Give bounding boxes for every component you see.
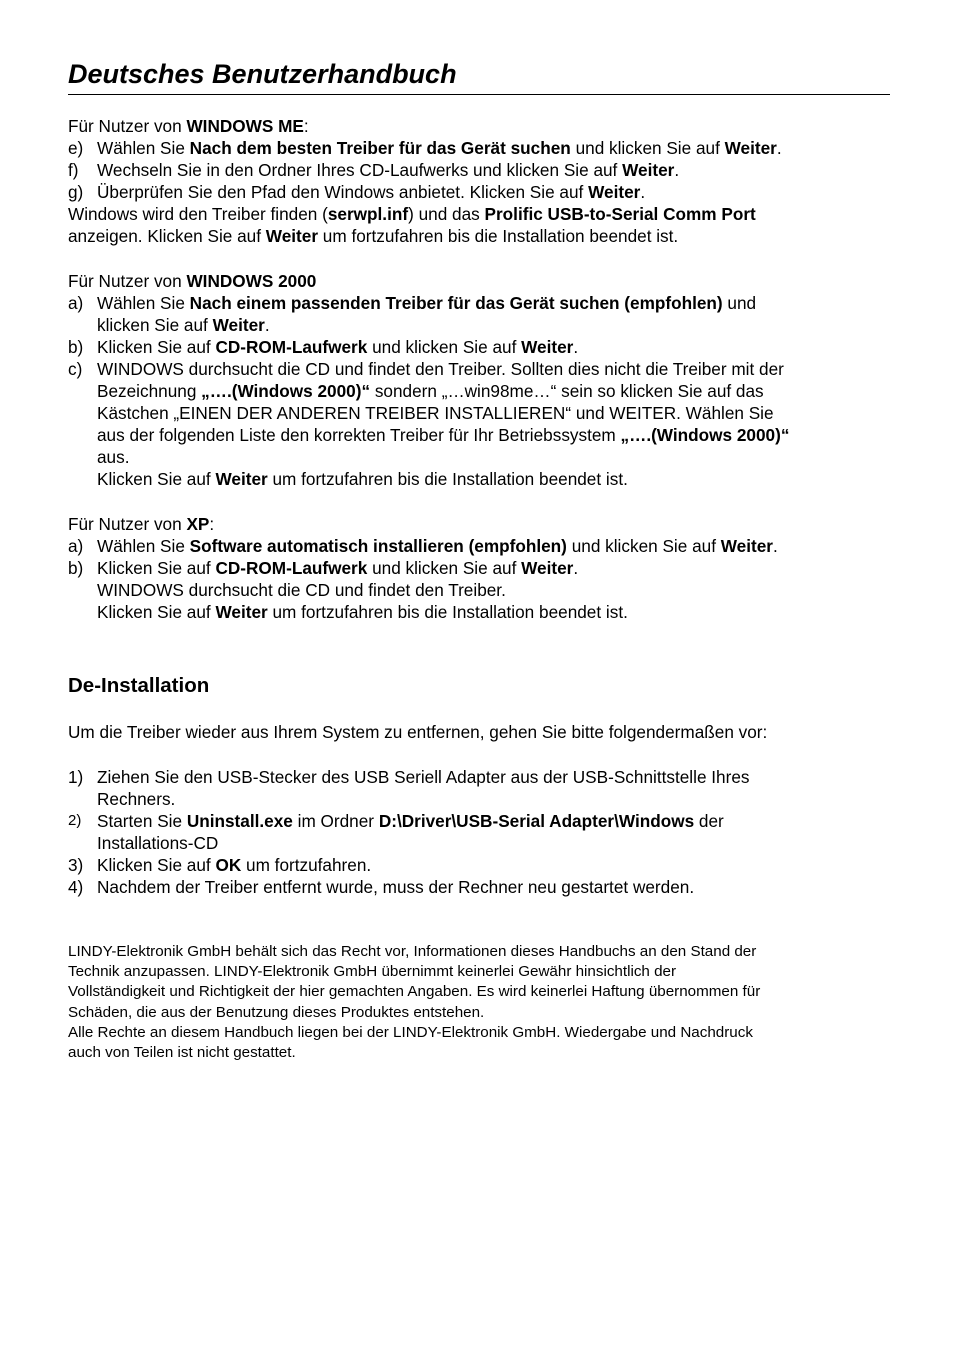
section-windows-me bbox=[68, 115, 890, 247]
xp-intro: Für Nutzer von XP: bbox=[68, 514, 215, 534]
w2000-step-c: c) WINDOWS durchsucht die CD und findet den Treiber. Sollten dies nicht die Treiber mit der bbox=[68, 359, 784, 379]
page-title: Deutsches Benutzerhandbuch bbox=[68, 56, 890, 95]
xp-step-b: b) Klicken Sie auf CD-ROM-Laufwerk und klicken Sie auf Weiter. bbox=[68, 558, 579, 578]
disclaimer-line: auch von Teilen ist nicht gestattet. bbox=[68, 1044, 296, 1062]
legal-disclaimer bbox=[68, 942, 890, 1063]
deinstallation-intro bbox=[68, 721, 890, 743]
deinstallation-intro-text: Um die Treiber wieder aus Ihrem System zu entfernen, gehen Sie bitte folgendermaßen vor: bbox=[68, 722, 768, 742]
me-result-line-2: anzeigen. Klicken Sie auf Weiter um fortzufahren bis die Installation beendet ist. bbox=[68, 226, 679, 246]
disclaimer-line: Schäden, die aus der Benutzung dieses Produktes entstehen. bbox=[68, 1003, 485, 1021]
w2000-step-c-line-4: aus der folgenden Liste den korrekten Treiber für Ihr Betriebssystem „….(Windows 2000)“ bbox=[97, 425, 790, 445]
w2000-step-b: b) Klicken Sie auf CD-ROM-Laufwerk und klicken Sie auf Weiter. bbox=[68, 337, 579, 357]
section-windows-2000 bbox=[68, 270, 890, 490]
w2000-step-c-line-5: aus. bbox=[97, 447, 130, 467]
xp-step-b-line-3: Klicken Sie auf Weiter um fortzufahren bis die Installation beendet ist. bbox=[97, 602, 628, 622]
w2000-step-c-line-3: Kästchen „EINEN DER ANDEREN TREIBER INSTALLIEREN“ und WEITER. Wählen Sie bbox=[97, 403, 774, 423]
me-step-f: f) Wechseln Sie in den Ordner Ihres CD-Laufwerks und klicken Sie auf Weiter. bbox=[68, 160, 680, 180]
section-windows-xp bbox=[68, 513, 890, 623]
w2000-step-c-line-2: Bezeichnung „….(Windows 2000)“ sondern „…win98me…“ sein so klicken Sie auf das bbox=[97, 381, 764, 401]
deinstallation-steps bbox=[68, 766, 890, 898]
xp-step-a: a) Wählen Sie Software automatisch installieren (empfohlen) und klicken Sie auf Weiter. bbox=[68, 536, 778, 556]
me-step-e: e) Wählen Sie Nach dem besten Treiber für das Gerät suchen und klicken Sie auf Weiter. bbox=[68, 138, 782, 158]
disclaimer-line: Vollständigkeit und Richtigkeit der hier gemachten Angaben. Es wird keinerlei Haftung übernommen für bbox=[68, 983, 761, 1001]
deinstall-step-1: 1) Ziehen Sie den USB-Stecker des USB Seriell Adapter aus der USB-Schnittstelle Ihres bbox=[68, 767, 750, 787]
me-step-g: g) Überprüfen Sie den Pfad den Windows anbietet. Klicken Sie auf Weiter. bbox=[68, 182, 646, 202]
deinstall-step-4: 4) Nachdem der Treiber entfernt wurde, muss der Rechner neu gestartet werden. bbox=[68, 877, 695, 897]
deinstall-step-1-cont: Rechners. bbox=[97, 789, 176, 809]
disclaimer-line: LINDY-Elektronik GmbH behält sich das Recht vor, Informationen dieses Handbuchs an den Stand der bbox=[68, 943, 757, 960]
w2000-intro: Für Nutzer von WINDOWS 2000 bbox=[68, 271, 317, 291]
deinstall-step-2: 2) Starten Sie Uninstall.exe im Ordner D:\Driver\USB-Serial Adapter\Windows der bbox=[68, 811, 724, 831]
deinstallation-heading: De-Installation bbox=[68, 674, 210, 697]
xp-step-b-line-2: WINDOWS durchsucht die CD und findet den Treiber. bbox=[97, 580, 506, 600]
w2000-step-a-cont: klicken Sie auf Weiter. bbox=[97, 315, 270, 335]
me-result-line-1: Windows wird den Treiber finden (serwpl.inf) und das Prolific USB-to-Serial Comm Port bbox=[68, 204, 756, 224]
w2000-step-a: a) Wählen Sie Nach einem passenden Treiber für das Gerät suchen (empfohlen) und bbox=[68, 293, 757, 313]
me-intro: Für Nutzer von WINDOWS ME: bbox=[68, 116, 309, 136]
deinstall-step-3: 3) Klicken Sie auf OK um fortzufahren. bbox=[68, 855, 372, 875]
w2000-step-c-line-6: Klicken Sie auf Weiter um fortzufahren bis die Installation beendet ist. bbox=[97, 469, 628, 489]
deinstall-step-2-cont: Installations-CD bbox=[97, 833, 219, 853]
disclaimer-line: Technik anzupassen. LINDY-Elektronik GmbH übernimmt keinerlei Gewähr hinsichtlich der bbox=[68, 963, 677, 981]
disclaimer-line: Alle Rechte an diesem Handbuch liegen bei der LINDY-Elektronik GmbH. Wiedergabe und Nachdruck bbox=[68, 1023, 753, 1041]
